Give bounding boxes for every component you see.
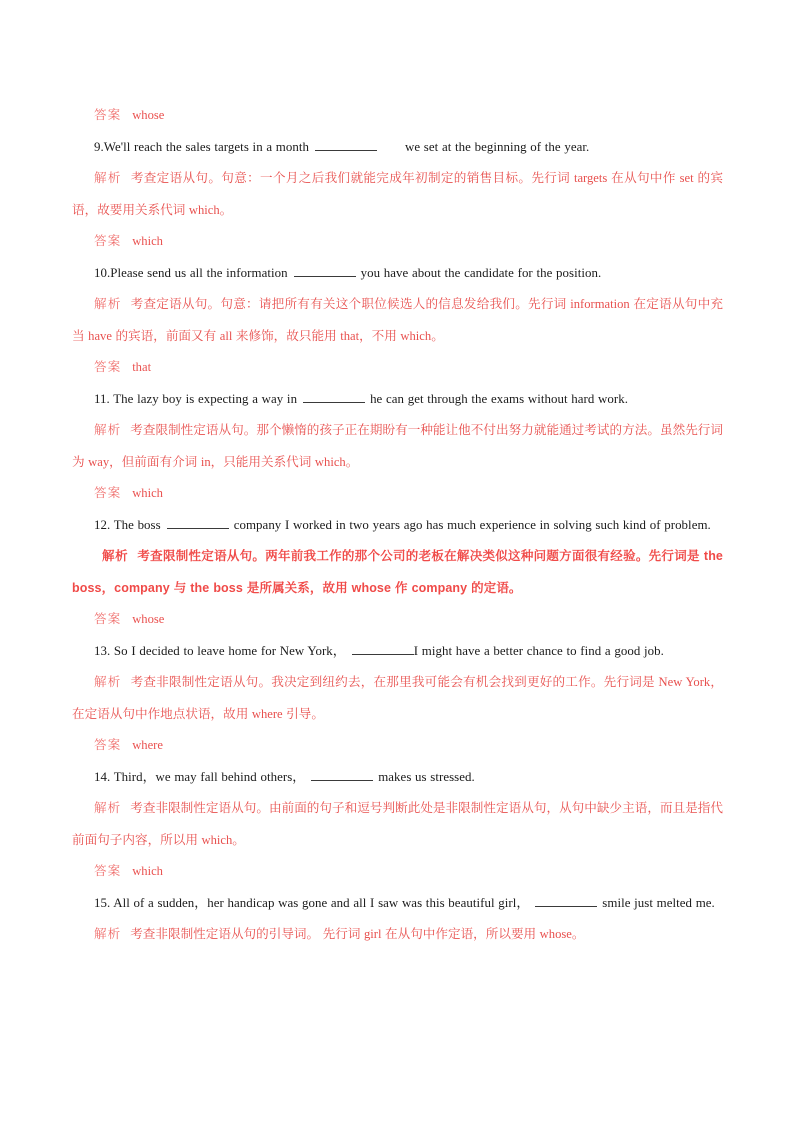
answer-line xyxy=(72,730,723,762)
analysis-text: 考查限制性定语从句。两年前我工作的那个公司的老板在解决类似这种问题方面很有经验。先行词是 the boss，company 与 the boss 是所属关系，故用 whose 作 company 的定语。 xyxy=(72,549,723,595)
question-text-after: I might have a better chance to find a good job. xyxy=(413,643,664,658)
analysis-text: 考查定语从句。句意：请把所有有关这个职位候选人的信息发给我们。先行词 information 在定语从句中充当 have 的宾语，前面又有 all 来修饰，故只能用 that，不用 which。 xyxy=(72,297,723,343)
answer-blank[interactable] xyxy=(311,769,373,781)
analysis-line xyxy=(72,793,723,856)
answer-label: 答案 xyxy=(94,234,122,248)
analysis-label: 解析 xyxy=(94,675,122,689)
question-line xyxy=(72,132,723,164)
answer-label: 答案 xyxy=(94,360,122,374)
question-text-before: 10.Please send us all the information xyxy=(94,265,288,280)
analysis-text: 考查非限制性定语从句的引导词。 先行词 girl 在从句中作定语，所以要用 whose。 xyxy=(130,927,585,941)
analysis-line xyxy=(72,667,723,730)
analysis-label: 解析 xyxy=(94,171,122,185)
analysis-label: 解析 xyxy=(94,927,122,941)
analysis-line xyxy=(72,289,723,352)
answer-value: whose xyxy=(132,612,165,626)
analysis-line xyxy=(72,919,723,951)
question-line xyxy=(72,510,723,542)
question-text-after: we set at the beginning of the year. xyxy=(405,139,590,154)
answer-label: 答案 xyxy=(94,108,122,122)
question-line xyxy=(72,762,723,794)
question-line xyxy=(72,258,723,290)
analysis-text: 考查限制性定语从句。那个懒惰的孩子正在期盼有一种能让他不付出努力就能通过考试的方法。虽然先行词为 way，但前面有介词 in，只能用关系代词 which。 xyxy=(72,423,724,469)
question-text-after: company I worked in two years ago has much experience in solving such kind of problem. xyxy=(233,517,711,532)
question-text-before: 13. So I decided to leave home for New York， xyxy=(94,643,346,658)
analysis-line xyxy=(72,415,723,478)
analysis-text: 考查非限制性定语从句。我决定到纽约去，在那里我可能会有机会找到更好的工作。先行词是 New York，在定语从句中作地点状语，故用 where 引导。 xyxy=(72,675,724,721)
question-line xyxy=(72,384,723,416)
analysis-line xyxy=(72,541,723,604)
answer-label: 答案 xyxy=(94,864,122,878)
answer-label: 答案 xyxy=(94,738,122,752)
question-text-before: 15. All of a sudden，her handicap was gone and all I saw was this beautiful girl， xyxy=(94,895,530,910)
analysis-label: 解析 xyxy=(102,549,129,563)
question-text-after: makes us stressed. xyxy=(378,769,475,784)
analysis-text: 考查非限制性定语从句。由前面的句子和逗号判断此处是非限制性定语从句，从句中缺少主语，而且是指代前面句子内容，所以用 which。 xyxy=(72,801,724,847)
answer-line xyxy=(72,100,723,132)
analysis-label: 解析 xyxy=(94,423,122,437)
answer-value: which xyxy=(132,486,163,500)
question-text-before: 12. The boss xyxy=(94,517,161,532)
analysis-text: 考查定语从句。句意：一个月之后我们就能完成年初制定的销售目标。先行词 targets 在从句中作 set 的宾语，故要用关系代词 which。 xyxy=(72,171,724,217)
answer-blank[interactable] xyxy=(167,517,229,529)
answer-value: which xyxy=(132,234,163,248)
analysis-line xyxy=(72,163,723,226)
answer-line xyxy=(72,352,723,384)
answer-value: whose xyxy=(132,108,165,122)
question-text-before: 11. The lazy boy is expecting a way in xyxy=(94,391,298,406)
question-text-before: 9.We'll reach the sales targets in a month xyxy=(94,139,309,154)
answer-blank[interactable] xyxy=(535,895,597,907)
answer-line xyxy=(72,604,723,636)
question-text-before: 14. Third，we may fall behind others， xyxy=(94,769,306,784)
answer-line xyxy=(72,856,723,888)
answer-blank[interactable] xyxy=(294,265,356,277)
question-text-after: he can get through the exams without hard work. xyxy=(370,391,628,406)
answer-line xyxy=(72,478,723,510)
answer-value: that xyxy=(132,360,152,374)
answer-blank[interactable] xyxy=(352,643,414,655)
question-text-after: smile just melted me. xyxy=(602,895,715,910)
answer-label: 答案 xyxy=(94,612,122,626)
analysis-label: 解析 xyxy=(94,297,122,311)
answer-value: where xyxy=(132,738,163,752)
analysis-label: 解析 xyxy=(94,801,122,815)
answer-line xyxy=(72,226,723,258)
question-text-after: you have about the candidate for the position. xyxy=(360,265,602,280)
answer-label: 答案 xyxy=(94,486,122,500)
answer-blank[interactable] xyxy=(303,391,365,403)
question-line xyxy=(72,636,723,668)
question-line xyxy=(72,888,723,920)
page-content xyxy=(72,100,723,951)
answer-value: which xyxy=(132,864,163,878)
answer-blank[interactable] xyxy=(315,139,377,151)
